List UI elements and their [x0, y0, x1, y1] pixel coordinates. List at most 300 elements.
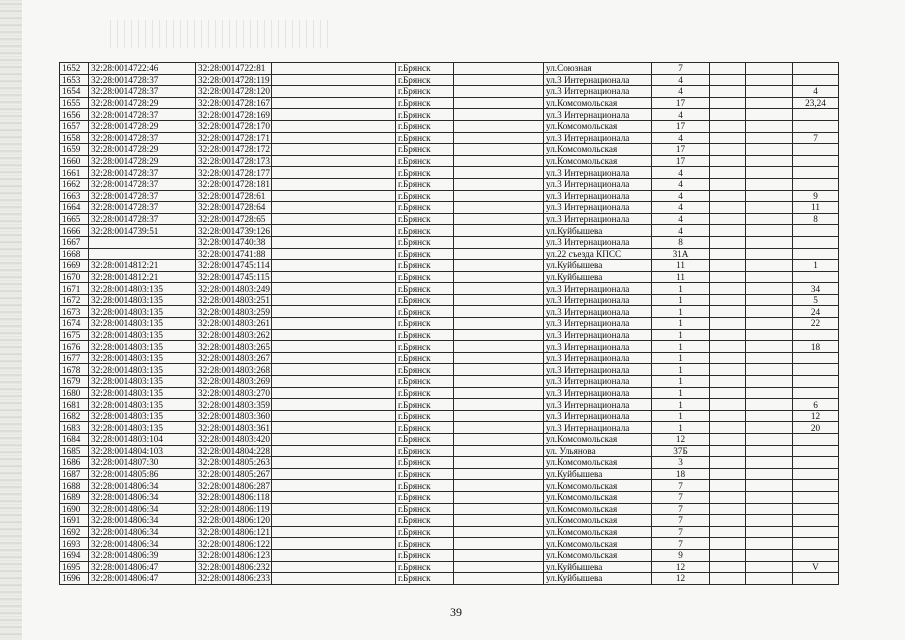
house-number-cell: 4 [652, 86, 710, 98]
row-number: 1661 [60, 167, 89, 179]
house-number-cell: 1 [652, 422, 710, 434]
cadastral-number-object: 32:28:0014728:170 [196, 120, 272, 132]
cadastral-number-object: 32:28:0014803:420 [196, 434, 272, 446]
empty-cell [710, 167, 746, 179]
street-cell: ул.3 Интернационала [544, 283, 652, 295]
house-number-cell: 1 [652, 387, 710, 399]
empty-cell [454, 236, 544, 248]
empty-cell [710, 190, 746, 202]
empty-cell [454, 109, 544, 121]
cadastral-number-parcel: 32:28:0014728:29 [89, 120, 196, 132]
empty-cell [454, 329, 544, 341]
row-number: 1664 [60, 202, 89, 214]
row-number: 1655 [60, 97, 89, 109]
empty-cell [272, 468, 396, 480]
empty-cell [454, 491, 544, 503]
empty-cell [710, 97, 746, 109]
empty-cell [454, 120, 544, 132]
house-number-cell: 12 [652, 573, 710, 585]
city-cell: г.Брянск [396, 283, 454, 295]
apartment-cell [793, 352, 839, 364]
row-number: 1677 [60, 352, 89, 364]
apartment-cell [793, 364, 839, 376]
empty-cell [272, 63, 396, 75]
table-row [60, 178, 839, 190]
empty-cell [710, 468, 746, 480]
empty-cell [746, 236, 793, 248]
city-cell: г.Брянск [396, 445, 454, 457]
row-number: 1660 [60, 155, 89, 167]
cadastral-number-parcel: 32:28:0014806:34 [89, 515, 196, 527]
cadastral-number-object: 32:28:0014806:122 [196, 538, 272, 550]
table-row [60, 120, 839, 132]
empty-cell [454, 294, 544, 306]
table-row [60, 271, 839, 283]
apartment-cell [793, 468, 839, 480]
city-cell: г.Брянск [396, 573, 454, 585]
apartment-cell [793, 109, 839, 121]
empty-cell [746, 86, 793, 98]
city-cell: г.Брянск [396, 109, 454, 121]
cadastral-number-object: 32:28:0014803:265 [196, 341, 272, 353]
empty-cell [272, 86, 396, 98]
empty-cell [272, 74, 396, 86]
empty-cell [710, 549, 746, 561]
table-row [60, 434, 839, 446]
empty-cell [454, 341, 544, 353]
city-cell: г.Брянск [396, 178, 454, 190]
empty-cell [272, 109, 396, 121]
empty-cell [454, 178, 544, 190]
table-row [60, 422, 839, 434]
house-number-cell: 4 [652, 167, 710, 179]
house-number-cell: 11 [652, 271, 710, 283]
row-number: 1658 [60, 132, 89, 144]
empty-cell [454, 144, 544, 156]
table-row [60, 364, 839, 376]
empty-cell [746, 376, 793, 388]
row-number: 1665 [60, 213, 89, 225]
table-row [60, 410, 839, 422]
cadastral-number-object: 32:28:0014728:181 [196, 178, 272, 190]
cadastral-number-object: 32:28:0014728:119 [196, 74, 272, 86]
empty-cell [454, 515, 544, 527]
empty-cell [746, 329, 793, 341]
empty-cell [710, 422, 746, 434]
street-cell: ул.3 Интернационала [544, 294, 652, 306]
cadastral-number-parcel: 32:28:0014803:135 [89, 399, 196, 411]
cadastral-number-parcel [89, 236, 196, 248]
apartment-cell: 8 [793, 213, 839, 225]
row-number: 1695 [60, 561, 89, 573]
cadastral-number-parcel: 32:28:0014803:104 [89, 434, 196, 446]
empty-cell [454, 434, 544, 446]
table-row [60, 248, 839, 260]
table-row [60, 480, 839, 492]
empty-cell [272, 445, 396, 457]
row-number: 1669 [60, 260, 89, 272]
apartment-cell [793, 387, 839, 399]
street-cell: ул.3 Интернационала [544, 341, 652, 353]
table-row [60, 387, 839, 399]
cadastral-number-parcel: 32:28:0014806:47 [89, 573, 196, 585]
empty-cell [454, 225, 544, 237]
table-row [60, 167, 839, 179]
cadastral-number-object: 32:28:0014806:119 [196, 503, 272, 515]
street-cell: ул.3 Интернационала [544, 318, 652, 330]
empty-cell [710, 306, 746, 318]
city-cell: г.Брянск [396, 132, 454, 144]
apartment-cell: 18 [793, 341, 839, 353]
cadastral-number-object: 32:28:0014803:261 [196, 318, 272, 330]
city-cell: г.Брянск [396, 387, 454, 399]
empty-cell [272, 132, 396, 144]
cadastral-number-parcel: 32:28:0014739:51 [89, 225, 196, 237]
city-cell: г.Брянск [396, 236, 454, 248]
cadastral-number-object: 32:28:0014741:88 [196, 248, 272, 260]
table-row [60, 491, 839, 503]
cadastral-number-parcel: 32:28:0014803:135 [89, 283, 196, 295]
row-number: 1693 [60, 538, 89, 550]
house-number-cell: 4 [652, 109, 710, 121]
empty-cell [746, 155, 793, 167]
empty-cell [454, 97, 544, 109]
cadastral-number-parcel: 32:28:0014803:135 [89, 306, 196, 318]
street-cell: ул.3 Интернационала [544, 387, 652, 399]
city-cell: г.Брянск [396, 213, 454, 225]
cadastral-number-parcel: 32:28:0014806:47 [89, 561, 196, 573]
empty-cell [454, 86, 544, 98]
cadastral-number-parcel: 32:28:0014728:37 [89, 167, 196, 179]
cadastral-number-object: 32:28:0014728:177 [196, 167, 272, 179]
table-row [60, 306, 839, 318]
empty-cell [454, 480, 544, 492]
row-number: 1680 [60, 387, 89, 399]
city-cell: г.Брянск [396, 422, 454, 434]
empty-cell [272, 271, 396, 283]
street-cell: ул.3 Интернационала [544, 190, 652, 202]
empty-cell [710, 318, 746, 330]
street-cell: ул.Комсомольская [544, 549, 652, 561]
empty-cell [710, 561, 746, 573]
street-cell: ул.3 Интернационала [544, 352, 652, 364]
city-cell: г.Брянск [396, 306, 454, 318]
empty-cell [710, 271, 746, 283]
empty-cell [272, 236, 396, 248]
row-number: 1683 [60, 422, 89, 434]
row-number: 1682 [60, 410, 89, 422]
empty-cell [746, 515, 793, 527]
house-number-cell: 1 [652, 294, 710, 306]
empty-cell [746, 97, 793, 109]
apartment-cell [793, 491, 839, 503]
cadastral-number-parcel: 32:28:0014728:37 [89, 213, 196, 225]
empty-cell [746, 132, 793, 144]
row-number: 1690 [60, 503, 89, 515]
cadastral-number-object: 32:28:0014728:120 [196, 86, 272, 98]
city-cell: г.Брянск [396, 202, 454, 214]
apartment-cell [793, 144, 839, 156]
house-number-cell: 7 [652, 503, 710, 515]
cadastral-number-parcel: 32:28:0014806:39 [89, 549, 196, 561]
house-number-cell: 1 [652, 410, 710, 422]
city-cell: г.Брянск [396, 318, 454, 330]
street-cell: ул.3 Интернационала [544, 364, 652, 376]
apartment-cell [793, 457, 839, 469]
cadastral-number-object: 32:28:0014806:120 [196, 515, 272, 527]
empty-cell [746, 341, 793, 353]
house-number-cell: 1 [652, 329, 710, 341]
street-cell: ул.3 Интернационала [544, 178, 652, 190]
street-cell: ул.Комсомольская [544, 120, 652, 132]
apartment-cell [793, 167, 839, 179]
empty-cell [746, 561, 793, 573]
cadastral-number-object: 32:28:0014806:123 [196, 549, 272, 561]
apartment-cell: 34 [793, 283, 839, 295]
cadastral-number-parcel: 32:28:0014728:37 [89, 109, 196, 121]
empty-cell [746, 318, 793, 330]
cadastral-number-parcel: 32:28:0014728:37 [89, 132, 196, 144]
empty-cell [710, 202, 746, 214]
empty-cell [454, 526, 544, 538]
apartment-cell: 5 [793, 294, 839, 306]
empty-cell [746, 549, 793, 561]
empty-cell [746, 260, 793, 272]
empty-cell [454, 422, 544, 434]
table-row [60, 468, 839, 480]
street-cell: ул.Куйбышева [544, 260, 652, 272]
cadastral-number-object: 32:28:0014745:115 [196, 271, 272, 283]
empty-cell [710, 457, 746, 469]
empty-cell [746, 248, 793, 260]
street-cell: ул.3 Интернационала [544, 329, 652, 341]
empty-cell [454, 352, 544, 364]
cadastral-number-object: 32:28:0014803:270 [196, 387, 272, 399]
table-row [60, 538, 839, 550]
cadastral-number-object: 32:28:0014803:251 [196, 294, 272, 306]
apartment-cell [793, 248, 839, 260]
empty-cell [710, 132, 746, 144]
house-number-cell: 1 [652, 318, 710, 330]
cadastral-number-parcel: 32:28:0014806:34 [89, 491, 196, 503]
apartment-cell [793, 549, 839, 561]
house-number-cell: 1 [652, 352, 710, 364]
empty-cell [272, 538, 396, 550]
empty-cell [272, 97, 396, 109]
empty-cell [746, 387, 793, 399]
house-number-cell: 1 [652, 341, 710, 353]
house-number-cell: 1 [652, 283, 710, 295]
empty-cell [272, 491, 396, 503]
apartment-cell: 24 [793, 306, 839, 318]
city-cell: г.Брянск [396, 399, 454, 411]
apartment-cell [793, 480, 839, 492]
city-cell: г.Брянск [396, 480, 454, 492]
page-number: 39 [450, 605, 462, 619]
empty-cell [454, 155, 544, 167]
table-row [60, 63, 839, 75]
cadastral-number-object: 32:28:0014803:262 [196, 329, 272, 341]
row-number: 1691 [60, 515, 89, 527]
empty-cell [710, 329, 746, 341]
row-number: 1694 [60, 549, 89, 561]
table-row [60, 341, 839, 353]
cadastral-number-object: 32:28:0014803:268 [196, 364, 272, 376]
empty-cell [710, 480, 746, 492]
city-cell: г.Брянск [396, 457, 454, 469]
city-cell: г.Брянск [396, 376, 454, 388]
city-cell: г.Брянск [396, 225, 454, 237]
cadastral-number-parcel: 32:28:0014803:135 [89, 341, 196, 353]
empty-cell [710, 387, 746, 399]
row-number: 1670 [60, 271, 89, 283]
cadastral-number-parcel: 32:28:0014728:29 [89, 144, 196, 156]
house-number-cell: 7 [652, 515, 710, 527]
row-number: 1666 [60, 225, 89, 237]
empty-cell [272, 573, 396, 585]
empty-cell [272, 526, 396, 538]
street-cell: ул.Комсомольская [544, 457, 652, 469]
empty-cell [710, 294, 746, 306]
empty-cell [272, 376, 396, 388]
row-number: 1663 [60, 190, 89, 202]
street-cell: ул.3 Интернационала [544, 410, 652, 422]
apartment-cell: 11 [793, 202, 839, 214]
empty-cell [746, 526, 793, 538]
row-number: 1678 [60, 364, 89, 376]
empty-cell [746, 120, 793, 132]
table-row [60, 457, 839, 469]
empty-cell [746, 202, 793, 214]
cadastral-number-parcel: 32:28:0014803:135 [89, 352, 196, 364]
street-cell: ул.Комсомольская [544, 97, 652, 109]
street-cell: ул.3 Интернационала [544, 422, 652, 434]
empty-cell [746, 480, 793, 492]
city-cell: г.Брянск [396, 294, 454, 306]
cadastral-number-parcel: 32:28:0014728:37 [89, 202, 196, 214]
city-cell: г.Брянск [396, 329, 454, 341]
row-number: 1684 [60, 434, 89, 446]
street-cell: ул.3 Интернационала [544, 399, 652, 411]
table-row [60, 202, 839, 214]
street-cell: ул.Куйбышева [544, 271, 652, 283]
row-number: 1656 [60, 109, 89, 121]
empty-cell [272, 120, 396, 132]
city-cell: г.Брянск [396, 144, 454, 156]
cadastral-number-parcel: 32:28:0014722:46 [89, 63, 196, 75]
table-row [60, 260, 839, 272]
empty-cell [454, 387, 544, 399]
cadastral-number-parcel: 32:28:0014806:34 [89, 503, 196, 515]
table-row [60, 503, 839, 515]
cadastral-number-parcel: 32:28:0014728:29 [89, 97, 196, 109]
table-row [60, 561, 839, 573]
cadastral-number-object: 32:28:0014728:64 [196, 202, 272, 214]
apartment-cell [793, 538, 839, 550]
empty-cell [454, 376, 544, 388]
house-number-cell: 17 [652, 120, 710, 132]
house-number-cell: 4 [652, 190, 710, 202]
street-cell: ул.Куйбышева [544, 468, 652, 480]
city-cell: г.Брянск [396, 491, 454, 503]
empty-cell [746, 399, 793, 411]
cadastral-number-object: 32:28:0014806:121 [196, 526, 272, 538]
cadastral-number-parcel: 32:28:0014803:135 [89, 318, 196, 330]
empty-cell [454, 213, 544, 225]
cadastral-number-object: 32:28:0014728:61 [196, 190, 272, 202]
empty-cell [454, 538, 544, 550]
empty-cell [746, 445, 793, 457]
house-number-cell: 12 [652, 561, 710, 573]
street-cell: ул.Комсомольская [544, 538, 652, 550]
cadastral-number-object: 32:28:0014722:81 [196, 63, 272, 75]
row-number: 1692 [60, 526, 89, 538]
empty-cell [710, 74, 746, 86]
apartment-cell [793, 526, 839, 538]
house-number-cell: 4 [652, 213, 710, 225]
street-cell: ул.3 Интернационала [544, 236, 652, 248]
row-number: 1675 [60, 329, 89, 341]
table-row [60, 573, 839, 585]
apartment-cell: 6 [793, 399, 839, 411]
street-cell: ул.Куйбышева [544, 573, 652, 585]
apartment-cell [793, 120, 839, 132]
empty-cell [746, 410, 793, 422]
empty-cell [454, 561, 544, 573]
cadastral-number-parcel: 32:28:0014807:30 [89, 457, 196, 469]
empty-cell [272, 352, 396, 364]
city-cell: г.Брянск [396, 549, 454, 561]
house-number-cell: 37Б [652, 445, 710, 457]
table-row [60, 132, 839, 144]
empty-cell [454, 573, 544, 585]
street-cell: ул.Комсомольская [544, 491, 652, 503]
row-number: 1653 [60, 74, 89, 86]
house-number-cell: 12 [652, 434, 710, 446]
table-row [60, 86, 839, 98]
empty-cell [746, 468, 793, 480]
empty-cell [272, 515, 396, 527]
house-number-cell: 9 [652, 549, 710, 561]
apartment-cell: 1 [793, 260, 839, 272]
apartment-cell [793, 74, 839, 86]
empty-cell [272, 399, 396, 411]
empty-cell [710, 445, 746, 457]
cadastral-number-object: 32:28:0014739:126 [196, 225, 272, 237]
empty-cell [272, 294, 396, 306]
city-cell: г.Брянск [396, 167, 454, 179]
cadastral-number-parcel: 32:28:0014803:135 [89, 410, 196, 422]
empty-cell [454, 248, 544, 260]
street-cell: ул.Куйбышева [544, 561, 652, 573]
empty-cell [454, 190, 544, 202]
empty-cell [272, 144, 396, 156]
apartment-cell [793, 225, 839, 237]
table-row [60, 144, 839, 156]
row-number: 1662 [60, 178, 89, 190]
house-number-cell: 17 [652, 155, 710, 167]
street-cell: ул.3 Интернационала [544, 109, 652, 121]
row-number: 1696 [60, 573, 89, 585]
empty-cell [272, 364, 396, 376]
cadastral-number-parcel: 32:28:0014803:135 [89, 329, 196, 341]
street-cell: ул.Комсомольская [544, 515, 652, 527]
street-cell: ул.Комсомольская [544, 503, 652, 515]
cadastral-number-parcel: 32:28:0014803:135 [89, 294, 196, 306]
empty-cell [710, 573, 746, 585]
register-rows [60, 63, 839, 585]
empty-cell [746, 503, 793, 515]
